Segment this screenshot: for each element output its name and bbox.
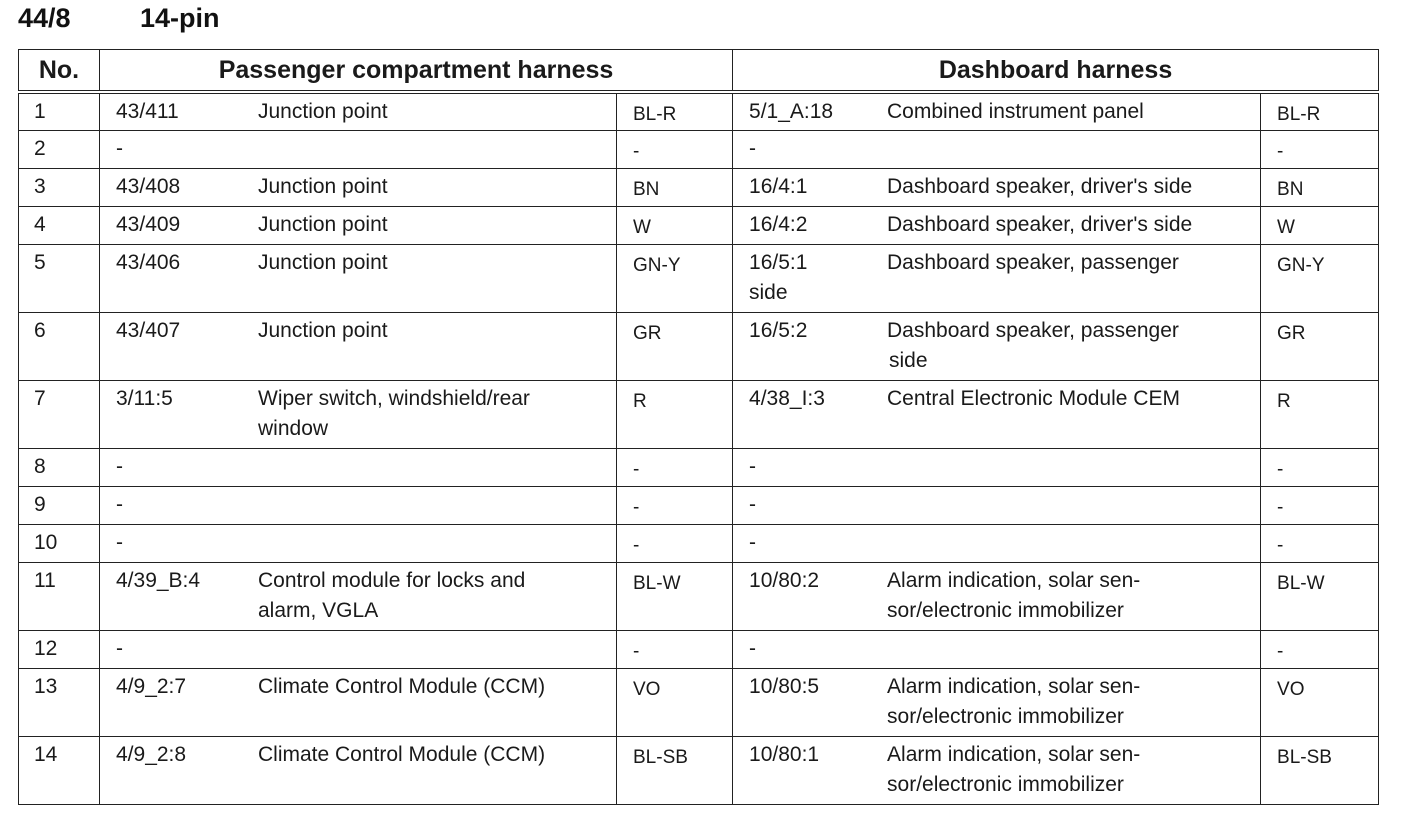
pin-number: 13 (19, 668, 100, 736)
table-row (19, 630, 1379, 668)
component-description (873, 97, 1260, 127)
table-row (19, 562, 1379, 630)
pin-number: 4 (19, 206, 100, 244)
dashboard-harness-cell (733, 562, 1261, 630)
component-code: 10/80:5 (749, 674, 820, 698)
wire-color: - (617, 524, 733, 562)
description-line: Alarm indication, solar sen- (887, 568, 1141, 592)
pin-number: 8 (19, 448, 100, 486)
description-line: sor/electronic immobilizer (887, 772, 1124, 796)
wire-color: VO (617, 668, 733, 736)
pin-number: 1 (19, 92, 100, 130)
component-description (873, 384, 1260, 414)
pin-number: 2 (19, 130, 100, 168)
pin-number: 5 (19, 244, 100, 312)
component-description (873, 740, 1260, 800)
dashboard-harness-cell (733, 92, 1261, 130)
component-description (873, 172, 1260, 202)
component-description (240, 384, 616, 444)
column-header-dashboard-harness: Dashboard harness (733, 50, 1379, 93)
description-line: Dashboard speaker, driver's side (887, 212, 1193, 236)
wire-color: R (617, 380, 733, 448)
pin-assignment-table (18, 49, 1379, 805)
component-code: - (749, 530, 757, 554)
dashboard-harness-cell (733, 630, 1261, 668)
description-line: Climate Control Module (CCM) (258, 742, 546, 766)
table-row (19, 92, 1379, 130)
table-row (19, 206, 1379, 244)
component-description (240, 740, 616, 770)
component-description (873, 210, 1260, 240)
component-code: 16/5:2 (749, 318, 808, 342)
dashboard-harness-cell (733, 312, 1261, 380)
dashboard-harness-cell (733, 448, 1261, 486)
component-code: 43/406 (116, 250, 181, 274)
component-code: - (116, 636, 123, 660)
component-code: - (749, 636, 757, 660)
page-title (18, 0, 220, 36)
description-line: Dashboard speaker, driver's side (887, 174, 1193, 198)
passenger-harness-cell (100, 92, 617, 130)
table-row (19, 244, 1379, 312)
pin-number: 11 (19, 562, 100, 630)
passenger-harness-cell (100, 312, 617, 380)
dashboard-harness-cell (733, 206, 1261, 244)
dashboard-harness-cell (733, 380, 1261, 448)
pin-number: 12 (19, 630, 100, 668)
component-description (873, 672, 1260, 732)
dashboard-harness-cell (733, 524, 1261, 562)
component-code: 3/11:5 (116, 386, 173, 410)
passenger-harness-cell (100, 206, 617, 244)
description-line: Control module for locks and (258, 568, 526, 592)
component-code: 16/4:2 (749, 212, 808, 236)
wire-color: GR (1261, 312, 1379, 380)
table-row (19, 668, 1379, 736)
description-continuation: side (889, 348, 928, 372)
wire-color: BL-R (1261, 92, 1379, 130)
description-line: Climate Control Module (CCM) (258, 674, 546, 698)
description-line: window (258, 416, 329, 440)
wire-color: - (1261, 486, 1379, 524)
component-description (873, 316, 1260, 346)
component-code: 43/408 (116, 174, 181, 198)
component-description (873, 566, 1260, 626)
component-description (240, 566, 616, 626)
description-line: Junction point (258, 100, 388, 123)
passenger-harness-cell (100, 668, 617, 736)
dashboard-harness-cell (733, 130, 1261, 168)
table-row (19, 448, 1379, 486)
description-line: Wiper switch, windshield/rear (258, 386, 530, 410)
table-row (19, 312, 1379, 380)
passenger-harness-cell (100, 524, 617, 562)
component-code: - (749, 136, 757, 160)
connector-id: 44/8 (18, 2, 71, 33)
table-row (19, 168, 1379, 206)
description-line: Junction point (258, 174, 388, 198)
description-line: Combined instrument panel (887, 100, 1144, 123)
description-continuation: side (749, 280, 788, 304)
component-description (240, 172, 616, 202)
passenger-harness-cell (100, 562, 617, 630)
passenger-harness-cell (100, 168, 617, 206)
table-row (19, 524, 1379, 562)
component-description (240, 316, 616, 346)
dashboard-harness-cell (733, 486, 1261, 524)
wire-color: - (1261, 130, 1379, 168)
passenger-harness-cell (100, 448, 617, 486)
wire-color: - (1261, 448, 1379, 486)
table-row (19, 486, 1379, 524)
table-row (19, 380, 1379, 448)
wire-color: BL-W (1261, 562, 1379, 630)
pin-number: 9 (19, 486, 100, 524)
description-line: sor/electronic immobilizer (887, 704, 1124, 728)
table-row (19, 736, 1379, 804)
component-code: 4/38_I:3 (749, 386, 825, 410)
component-code: 43/409 (116, 212, 181, 236)
passenger-harness-cell (100, 244, 617, 312)
component-description (240, 210, 616, 240)
wire-color: - (617, 630, 733, 668)
wire-color: - (1261, 630, 1379, 668)
pin-number: 10 (19, 524, 100, 562)
wire-color: GR (617, 312, 733, 380)
wire-color: - (1261, 524, 1379, 562)
wire-color: BN (617, 168, 733, 206)
wire-color: BL-SB (617, 736, 733, 804)
column-header-passenger-harness: Passenger compartment harness (100, 50, 733, 93)
component-code: 16/5:1 (749, 250, 808, 274)
wire-color: R (1261, 380, 1379, 448)
wire-color: - (617, 486, 733, 524)
component-code: - (116, 492, 123, 516)
component-code: 4/9_2:8 (116, 742, 187, 766)
wire-color: GN-Y (1261, 244, 1379, 312)
component-code: 16/4:1 (749, 174, 808, 198)
component-code: 4/9_2:7 (116, 674, 187, 698)
component-description (873, 248, 1260, 278)
dashboard-harness-cell (733, 168, 1261, 206)
wire-color: - (617, 448, 733, 486)
dashboard-harness-cell (733, 244, 1261, 312)
wire-color: BL-W (617, 562, 733, 630)
component-code: 10/80:1 (749, 742, 820, 766)
component-description (240, 97, 616, 127)
component-code: 43/407 (116, 318, 181, 342)
component-code: 43/411 (116, 100, 179, 123)
wire-color: W (1261, 206, 1379, 244)
wire-color: BL-SB (1261, 736, 1379, 804)
description-line: alarm, VGLA (258, 598, 379, 622)
wire-color: W (617, 206, 733, 244)
wire-color: - (617, 130, 733, 168)
component-code: 4/39_B:4 (116, 568, 201, 592)
wire-color: BN (1261, 168, 1379, 206)
pin-number: 3 (19, 168, 100, 206)
wire-color: BL-R (617, 92, 733, 130)
pin-number: 14 (19, 736, 100, 804)
passenger-harness-cell (100, 630, 617, 668)
description-line: Alarm indication, solar sen- (887, 742, 1141, 766)
description-line: Junction point (258, 250, 388, 274)
component-code: 10/80:2 (749, 568, 820, 592)
component-code: - (749, 454, 757, 478)
description-line: Alarm indication, solar sen- (887, 674, 1141, 698)
column-header-no: No. (19, 50, 100, 93)
pin-count: 14-pin (140, 2, 220, 33)
passenger-harness-cell (100, 736, 617, 804)
component-code: - (116, 136, 123, 160)
wire-color: VO (1261, 668, 1379, 736)
passenger-harness-cell (100, 486, 617, 524)
component-code: 5/1_A:18 (749, 100, 834, 123)
description-line: Dashboard speaker, passenger (887, 318, 1179, 342)
description-line: Junction point (258, 318, 388, 342)
passenger-harness-cell (100, 130, 617, 168)
table-header-row (19, 50, 1379, 93)
wire-color: GN-Y (617, 244, 733, 312)
component-code: - (116, 530, 123, 554)
table-row (19, 130, 1379, 168)
component-code: - (116, 454, 123, 478)
description-line: Dashboard speaker, passenger (887, 250, 1179, 274)
description-line: sor/electronic immobilizer (887, 598, 1124, 622)
component-description (240, 248, 616, 278)
pin-number: 6 (19, 312, 100, 380)
dashboard-harness-cell (733, 736, 1261, 804)
component-description (240, 672, 616, 702)
pin-number: 7 (19, 380, 100, 448)
dashboard-harness-cell (733, 668, 1261, 736)
description-line: Central Electronic Module CEM (887, 386, 1180, 410)
passenger-harness-cell (100, 380, 617, 448)
component-code: - (749, 492, 757, 516)
description-line: Junction point (258, 212, 388, 236)
